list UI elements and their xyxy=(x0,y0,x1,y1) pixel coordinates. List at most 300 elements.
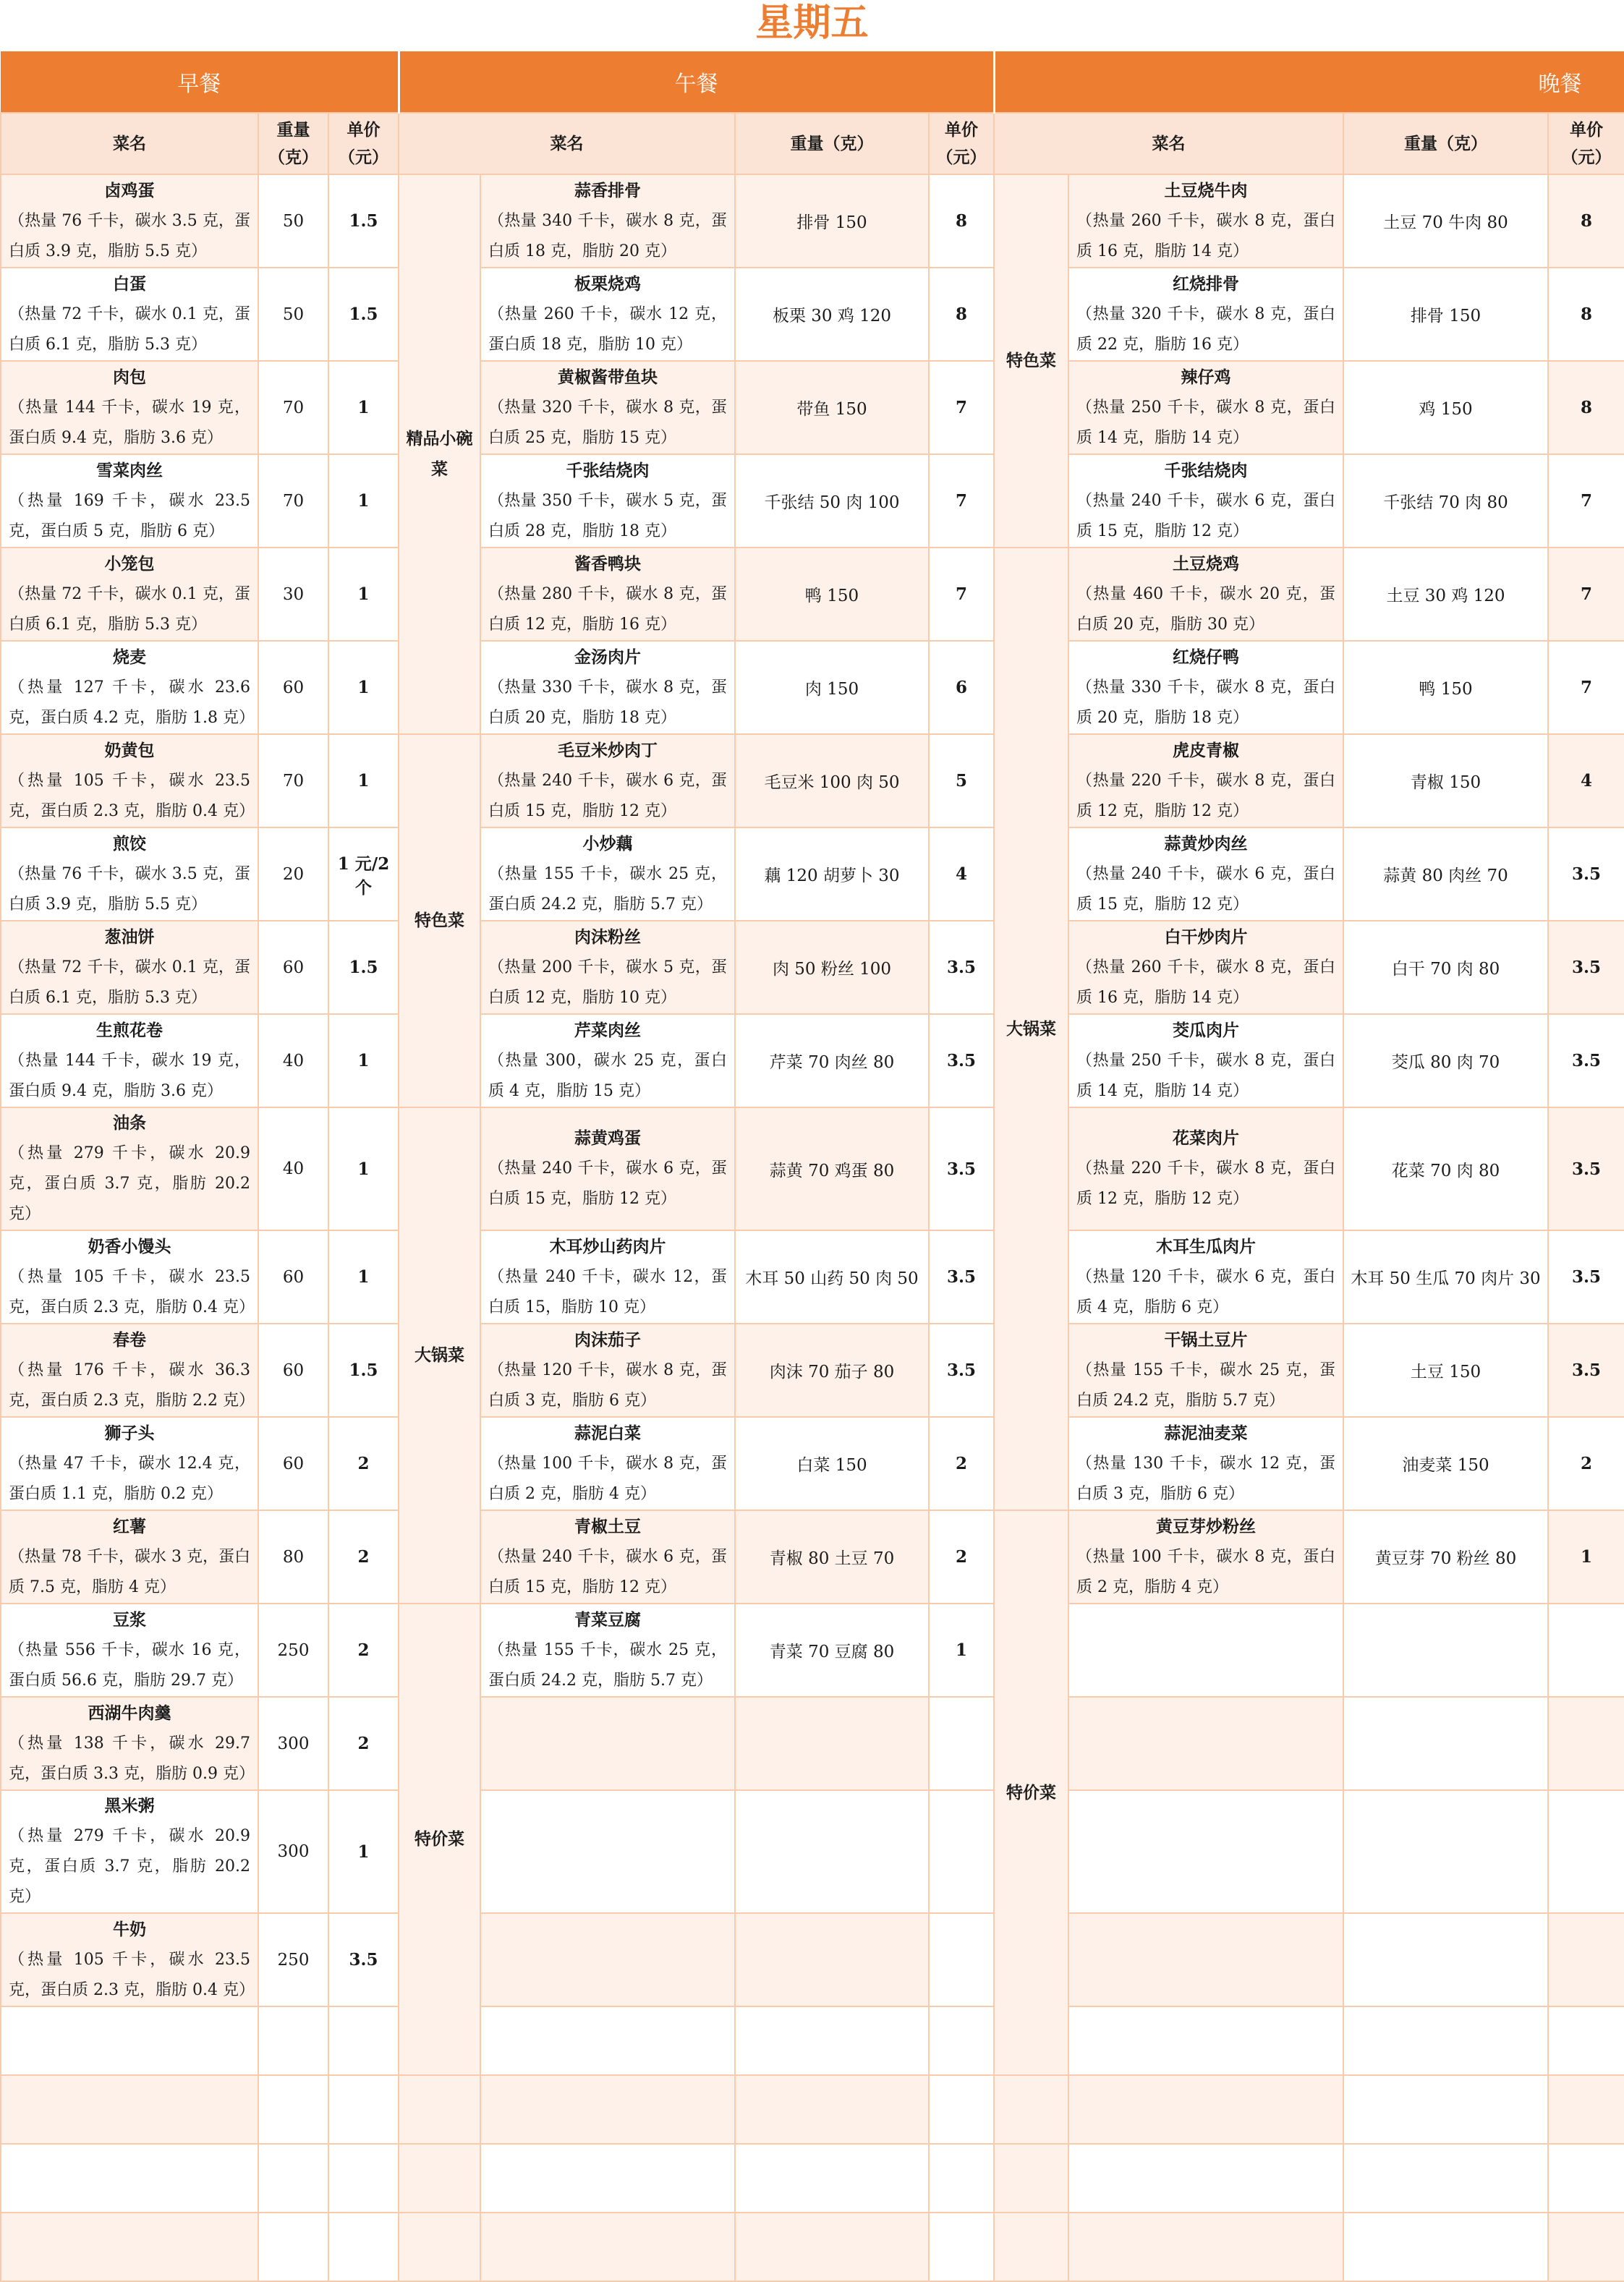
dish-nutrition: （热量 320 千卡，碳水 8 克，蛋白质 25 克，脂肪 15 克） xyxy=(488,398,727,447)
breakfast-dish-cell xyxy=(1,1107,258,1230)
dinner-dish-cell xyxy=(1068,1913,1343,2006)
dinner-weight-cell: 鸭 150 xyxy=(1343,641,1548,734)
dinner-category xyxy=(994,2075,1068,2144)
table-row xyxy=(1,921,1624,1014)
breakfast-price-cell: 2 xyxy=(328,1697,399,1790)
dish-name: 干锅土豆片 xyxy=(1164,1329,1248,1350)
dish-nutrition: （热量 279 千卡，碳水 20.9 克，蛋白质 3.7 克，脂肪 20.2 克） xyxy=(9,1144,250,1223)
dish-name: 花菜肉片 xyxy=(1173,1128,1239,1148)
lunch-price-cell: 3.5 xyxy=(929,921,994,1014)
lunch-dish-cell xyxy=(480,268,735,361)
dinner-price-cell xyxy=(1548,1697,1624,1790)
breakfast-header: 早餐 xyxy=(1,51,399,113)
lunch-weight-cell: 藕 120 胡萝卜 30 xyxy=(735,827,929,921)
breakfast-dish-cell xyxy=(1,1790,258,1913)
dish-nutrition: （热量 260 千卡，碳水 8 克，蛋白质 16 克，脂肪 14 克） xyxy=(1076,211,1335,260)
dinner-dish-cell xyxy=(1068,2213,1343,2281)
lunch-weight-cell: 青菜 70 豆腐 80 xyxy=(735,1604,929,1697)
dinner-price-cell: 3.5 xyxy=(1548,827,1624,921)
dish-nutrition: （热量 240 千卡，碳水 6 克，蛋白质 15 克，脂肪 12 克） xyxy=(488,771,727,820)
dish-nutrition: （热量 72 千卡，碳水 0.1 克，蛋白质 6.1 克，脂肪 5.3 克） xyxy=(9,584,250,634)
lunch-price-cell: 3.5 xyxy=(929,1324,994,1417)
dinner-weight-cell: 黄豆芽 70 粉丝 80 xyxy=(1343,1510,1548,1604)
dinner-weight-cell: 土豆 150 xyxy=(1343,1324,1548,1417)
lunch-weight-cell xyxy=(735,2144,929,2213)
page-title: 星期五 xyxy=(755,1,869,45)
dinner-category xyxy=(994,2213,1068,2281)
lunch-weight-cell: 肉沫 70 茄子 80 xyxy=(735,1324,929,1417)
lunch-dish-cell xyxy=(480,2213,735,2281)
breakfast-weight-cell: 250 xyxy=(258,1604,328,1697)
lunch-weight-cell: 千张结 50 肉 100 xyxy=(735,454,929,548)
lunch-price-cell: 7 xyxy=(929,548,994,641)
dinner-weight-cell xyxy=(1343,2006,1548,2075)
lunch-weight-cell xyxy=(735,1913,929,2006)
dish-nutrition: （热量 260 千卡，碳水 12 克，蛋白质 18 克，脂肪 10 克） xyxy=(488,305,727,354)
dinner-weight-cell: 鸡 150 xyxy=(1343,361,1548,454)
dinner-price-cell: 3.5 xyxy=(1548,1230,1624,1324)
dinner-dish-cell xyxy=(1068,2075,1343,2144)
dish-nutrition: （热量 138 千卡，碳水 29.7 克，蛋白质 3.3 克，脂肪 0.9 克） xyxy=(9,1734,255,1783)
breakfast-dish-cell xyxy=(1,2144,258,2213)
dish-nutrition: （热量 105 千卡，碳水 23.5 克，蛋白质 2.3 克，脂肪 0.4 克） xyxy=(9,1950,255,1999)
dish-nutrition: （热量 250 千卡，碳水 8 克，蛋白质 14 克，脂肪 14 克） xyxy=(1076,1051,1335,1100)
lunch-price-cell: 7 xyxy=(929,361,994,454)
breakfast-weight-cell: 250 xyxy=(258,1913,328,2006)
dinner-weight-cell xyxy=(1343,1697,1548,1790)
breakfast-weight-cell: 60 xyxy=(258,1324,328,1417)
dish-name: 肉沫茄子 xyxy=(574,1329,641,1350)
table-row xyxy=(1,1697,1624,1790)
lunch-dish-cell xyxy=(480,2006,735,2075)
lunch-dish-cell xyxy=(480,2075,735,2144)
dish-name: 千张结烧肉 xyxy=(566,460,650,480)
lunch-dish-cell xyxy=(480,548,735,641)
lunch-price-cell xyxy=(929,2006,994,2075)
dish-name: 蒜泥白菜 xyxy=(574,1423,641,1443)
lunch-weight-cell xyxy=(735,1790,929,1913)
dinner-dish-cell xyxy=(1068,1324,1343,1417)
lunch-dish-cell xyxy=(480,174,735,268)
breakfast-price-cell: 1 xyxy=(328,361,399,454)
dish-name: 木耳炒山药肉片 xyxy=(549,1236,666,1256)
lunch-weight-cell xyxy=(735,2213,929,2281)
breakfast-price-cell xyxy=(328,2213,399,2281)
breakfast-dish-cell xyxy=(1,1230,258,1324)
dinner-dish-cell xyxy=(1068,1697,1343,1790)
dish-nutrition: （热量 76 千卡，碳水 3.5 克，蛋白质 3.9 克，脂肪 5.5 克） xyxy=(9,864,250,914)
dish-nutrition: （热量 320 千卡，碳水 8 克，蛋白质 22 克，脂肪 16 克） xyxy=(1076,305,1335,354)
dish-name: 红烧排骨 xyxy=(1173,273,1239,294)
dinner-category xyxy=(994,2144,1068,2213)
dish-nutrition: （热量 240 千卡，碳水 12，蛋白质 15，脂肪 10 克） xyxy=(488,1267,727,1316)
table-row xyxy=(1,1417,1624,1510)
breakfast-price-cell: 1 xyxy=(328,454,399,548)
lunch-category: 精品小碗菜 xyxy=(399,174,480,734)
breakfast-weight-cell: 300 xyxy=(258,1790,328,1913)
lunch-price-cell: 3.5 xyxy=(929,1014,994,1107)
dish-nutrition: （热量 176 千卡，碳水 36.3 克，蛋白质 2.3 克，脂肪 2.2 克） xyxy=(9,1361,255,1410)
dinner-weight-cell xyxy=(1343,1790,1548,1913)
dish-name: 黄豆芽炒粉丝 xyxy=(1156,1516,1256,1536)
lunch-price-cell: 8 xyxy=(929,174,994,268)
dinner-price-cell: 3.5 xyxy=(1548,1014,1624,1107)
dish-name: 毛豆米炒肉丁 xyxy=(558,740,658,760)
lunch-price-cell: 4 xyxy=(929,827,994,921)
dinner-dish-cell xyxy=(1068,2144,1343,2213)
lunch-dish-cell xyxy=(480,1510,735,1604)
breakfast-weight-cell: 80 xyxy=(258,1510,328,1604)
breakfast-dish-cell xyxy=(1,361,258,454)
dish-nutrition: （热量 220 千卡，碳水 8 克，蛋白质 12 克，脂肪 12 克） xyxy=(1076,1159,1335,1208)
dish-name: 虎皮青椒 xyxy=(1173,740,1239,760)
dinner-price-cell: 3.5 xyxy=(1548,1324,1624,1417)
dish-name: 土豆烧牛肉 xyxy=(1164,180,1248,200)
table-row xyxy=(1,1324,1624,1417)
lunch-price-cell: 2 xyxy=(929,1510,994,1604)
lunch-price-cell xyxy=(929,1790,994,1913)
dish-nutrition: （热量 200 千卡，碳水 5 克，蛋白质 12 克，脂肪 10 克） xyxy=(488,958,727,1007)
lunch-price-cell: 5 xyxy=(929,734,994,827)
breakfast-weight-cell xyxy=(258,2144,328,2213)
table-row xyxy=(1,734,1624,827)
dinner-weight-cell: 青椒 150 xyxy=(1343,734,1548,827)
table-row xyxy=(1,548,1624,641)
dish-name: 青菜豆腐 xyxy=(574,1609,641,1630)
dish-name: 红薯 xyxy=(113,1516,146,1536)
dinner-dish-cell xyxy=(1068,174,1343,268)
dish-name: 油条 xyxy=(113,1113,146,1133)
breakfast-price-cell: 1.5 xyxy=(328,268,399,361)
breakfast-price-cell xyxy=(328,2006,399,2075)
breakfast-weight-cell: 30 xyxy=(258,548,328,641)
lunch-price-cell: 3.5 xyxy=(929,1107,994,1230)
dish-nutrition: （热量 76 千卡，碳水 3.5 克，蛋白质 3.9 克，脂肪 5.5 克） xyxy=(9,211,250,260)
lunch-dish-cell xyxy=(480,1417,735,1510)
table-row xyxy=(1,1107,1624,1230)
dinner-category: 特色菜 xyxy=(994,174,1068,548)
breakfast-weight-cell: 60 xyxy=(258,1230,328,1324)
breakfast-price-cell: 1 xyxy=(328,734,399,827)
lunch-price-cell: 2 xyxy=(929,1417,994,1510)
dinner-price-cell xyxy=(1548,1913,1624,2006)
breakfast-dish-cell xyxy=(1,2213,258,2281)
table-row xyxy=(1,641,1624,734)
dish-nutrition: （热量 100 千卡，碳水 8 克，蛋白质 2 克，脂肪 4 克） xyxy=(488,1454,727,1503)
breakfast-weight-cell: 70 xyxy=(258,734,328,827)
table-row xyxy=(1,827,1624,921)
dish-name: 卤鸡蛋 xyxy=(104,180,155,200)
breakfast-price-cell: 2 xyxy=(328,1417,399,1510)
dish-nutrition: （热量 100 千卡，碳水 8 克，蛋白质 2 克，脂肪 4 克） xyxy=(1076,1547,1335,1596)
dish-name: 土豆烧鸡 xyxy=(1173,553,1239,574)
breakfast-weight-cell xyxy=(258,2075,328,2144)
dish-nutrition: （热量 127 千卡，碳水 23.6 克，蛋白质 4.2 克，脂肪 1.8 克） xyxy=(9,678,255,727)
dinner-price-cell xyxy=(1548,2006,1624,2075)
breakfast-dish-cell xyxy=(1,268,258,361)
dish-nutrition: （热量 169 千卡，碳水 23.5 克，蛋白质 5 克，脂肪 6 克） xyxy=(9,491,250,540)
dinner-weight-cell xyxy=(1343,2144,1548,2213)
breakfast-weight-cell: 50 xyxy=(258,268,328,361)
breakfast-price-cell: 2 xyxy=(328,1604,399,1697)
breakfast-dish-cell xyxy=(1,2006,258,2075)
dish-name: 生煎花卷 xyxy=(96,1020,163,1040)
dinner-price-cell xyxy=(1548,2144,1624,2213)
dish-nutrition: （热量 556 千卡，碳水 16 克，蛋白质 56.6 克，脂肪 29.7 克） xyxy=(9,1640,250,1690)
lunch-price-cell: 7 xyxy=(929,454,994,548)
table-row xyxy=(1,174,1624,268)
dish-name: 木耳生瓜肉片 xyxy=(1156,1236,1256,1256)
dish-nutrition: （热量 144 千卡，碳水 19 克，蛋白质 9.4 克，脂肪 3.6 克） xyxy=(9,1051,250,1100)
breakfast-dish-cell xyxy=(1,641,258,734)
dish-name: 豆浆 xyxy=(113,1609,146,1630)
table-row xyxy=(1,361,1624,454)
lunch-dish-cell xyxy=(480,921,735,1014)
breakfast-weight-cell xyxy=(258,2006,328,2075)
breakfast-price-cell: 1.5 xyxy=(328,174,399,268)
dish-name: 煎饺 xyxy=(113,833,146,853)
breakfast-dish-cell xyxy=(1,734,258,827)
breakfast-dish-cell xyxy=(1,1014,258,1107)
dinner-weight-cell: 土豆 70 牛肉 80 xyxy=(1343,174,1548,268)
dish-nutrition: （热量 250 千卡，碳水 8 克，蛋白质 14 克，脂肪 14 克） xyxy=(1076,398,1335,447)
dish-nutrition: （热量 330 千卡，碳水 8 克，蛋白质 20 克，脂肪 18 克） xyxy=(1076,678,1335,727)
breakfast-name-header: 菜名 xyxy=(1,113,258,174)
table-row xyxy=(1,1230,1624,1324)
dinner-weight-cell xyxy=(1343,1604,1548,1697)
lunch-price-cell: 8 xyxy=(929,268,994,361)
dinner-weight-header: 重量（克） xyxy=(1343,113,1548,174)
breakfast-price-cell: 1 xyxy=(328,1107,399,1230)
dinner-category: 特价菜 xyxy=(994,1510,1068,2075)
lunch-name-header: 菜名 xyxy=(399,113,735,174)
lunch-weight-cell: 白菜 150 xyxy=(735,1417,929,1510)
breakfast-price-cell xyxy=(328,2075,399,2144)
dinner-dish-cell xyxy=(1068,548,1343,641)
dinner-price-cell xyxy=(1548,2075,1624,2144)
dish-nutrition: （热量 78 千卡，碳水 3 克，蛋白质 7.5 克，脂肪 4 克） xyxy=(9,1547,250,1596)
breakfast-weight-cell: 60 xyxy=(258,921,328,1014)
dinner-dish-cell xyxy=(1068,268,1343,361)
breakfast-weight-cell: 50 xyxy=(258,174,328,268)
dinner-weight-cell: 花菜 70 肉 80 xyxy=(1343,1107,1548,1230)
lunch-weight-cell xyxy=(735,2006,929,2075)
lunch-price-cell: 3.5 xyxy=(929,1230,994,1324)
lunch-dish-cell xyxy=(480,1107,735,1230)
breakfast-price-cell: 3.5 xyxy=(328,1913,399,2006)
dish-nutrition: （热量 279 千卡，碳水 20.9 克，蛋白质 3.7 克，脂肪 20.2 克） xyxy=(9,1827,250,1906)
dish-name: 蒜黄炒肉丝 xyxy=(1164,833,1248,853)
breakfast-dish-cell xyxy=(1,1697,258,1790)
lunch-price-header: 单价 （元） xyxy=(929,113,994,174)
lunch-dish-cell xyxy=(480,1790,735,1913)
dinner-price-cell: 1 xyxy=(1548,1510,1624,1604)
lunch-dish-cell xyxy=(480,1697,735,1790)
breakfast-price-cell: 1 xyxy=(328,1230,399,1324)
dish-nutrition: （热量 350 千卡，碳水 5 克，蛋白质 28 克，脂肪 18 克） xyxy=(488,491,727,540)
dish-name: 烧麦 xyxy=(113,647,146,667)
dish-nutrition: （热量 155 千卡，碳水 25 克，蛋白质 24.2 克，脂肪 5.7 克） xyxy=(1076,1361,1335,1410)
dinner-dish-cell xyxy=(1068,641,1343,734)
lunch-weight-cell: 肉 150 xyxy=(735,641,929,734)
table-row xyxy=(1,1790,1624,1913)
lunch-weight-cell: 蒜黄 70 鸡蛋 80 xyxy=(735,1107,929,1230)
dish-name: 奶香小馒头 xyxy=(88,1236,171,1256)
dish-nutrition: （热量 240 千卡，碳水 6 克，蛋白质 15 克，脂肪 12 克） xyxy=(488,1159,727,1208)
lunch-price-cell: 6 xyxy=(929,641,994,734)
lunch-weight-cell xyxy=(735,2075,929,2144)
table-row xyxy=(1,2006,1624,2075)
dish-name: 牛奶 xyxy=(113,1919,146,1939)
dish-name: 蒜香排骨 xyxy=(574,180,641,200)
table-row xyxy=(1,454,1624,548)
dish-name: 春卷 xyxy=(113,1329,146,1350)
dish-name: 黑米粥 xyxy=(104,1796,155,1815)
dish-name: 西湖牛肉羹 xyxy=(88,1703,171,1723)
lunch-weight-cell: 鸭 150 xyxy=(735,548,929,641)
dish-nutrition: （热量 105 千卡，碳水 23.5 克，蛋白质 2.3 克，脂肪 0.4 克） xyxy=(9,771,255,820)
dinner-price-cell xyxy=(1548,1604,1624,1697)
dish-nutrition: （热量 260 千卡，碳水 8 克，蛋白质 16 克，脂肪 14 克） xyxy=(1076,958,1335,1007)
dish-nutrition: （热量 240 千卡，碳水 6 克，蛋白质 15 克，脂肪 12 克） xyxy=(1076,491,1335,540)
dish-name: 红烧仔鸭 xyxy=(1173,647,1239,667)
dish-nutrition: （热量 300，碳水 25 克，蛋白质 4 克，脂肪 15 克） xyxy=(488,1051,727,1100)
breakfast-weight-cell xyxy=(258,2213,328,2281)
dinner-price-cell: 8 xyxy=(1548,361,1624,454)
lunch-weight-cell: 带鱼 150 xyxy=(735,361,929,454)
dish-name: 肉包 xyxy=(113,367,146,387)
lunch-price-cell xyxy=(929,2144,994,2213)
dinner-price-cell xyxy=(1548,1790,1624,1913)
breakfast-price-header: 单价 （元） xyxy=(328,113,399,174)
table-row xyxy=(1,2144,1624,2213)
lunch-category: 特价菜 xyxy=(399,1604,480,2075)
lunch-price-cell: 1 xyxy=(929,1604,994,1697)
breakfast-weight-cell: 40 xyxy=(258,1014,328,1107)
lunch-category xyxy=(399,2144,480,2213)
dish-nutrition: （热量 460 千卡，碳水 20 克，蛋白质 20 克，脂肪 30 克） xyxy=(1076,584,1335,634)
table-row xyxy=(1,1510,1624,1604)
dish-nutrition: （热量 120 千卡，碳水 6 克，蛋白质 4 克，脂肪 6 克） xyxy=(1076,1267,1335,1316)
dish-name: 雪菜肉丝 xyxy=(96,460,163,480)
lunch-dish-cell xyxy=(480,827,735,921)
breakfast-price-cell: 1 xyxy=(328,1790,399,1913)
dish-name: 奶黄包 xyxy=(104,740,155,760)
dinner-dish-cell xyxy=(1068,1790,1343,1913)
dish-name: 芹菜肉丝 xyxy=(574,1020,641,1040)
lunch-weight-header: 重量（克） xyxy=(735,113,929,174)
dinner-name-header: 菜名 xyxy=(994,113,1343,174)
dinner-weight-cell: 茭瓜 80 肉 70 xyxy=(1343,1014,1548,1107)
dish-name: 狮子头 xyxy=(104,1423,155,1443)
lunch-price-cell xyxy=(929,1913,994,2006)
dinner-weight-cell: 木耳 50 生瓜 70 肉片 30 xyxy=(1343,1230,1548,1324)
dish-nutrition: （热量 120 千卡，碳水 8 克，蛋白质 3 克，脂肪 6 克） xyxy=(488,1361,727,1410)
dinner-dish-cell xyxy=(1068,1014,1343,1107)
breakfast-price-cell: 1 元/2 个 xyxy=(328,827,399,921)
dinner-category: 大锅菜 xyxy=(994,548,1068,1510)
dish-nutrition: （热量 105 千卡，碳水 23.5 克，蛋白质 2.3 克，脂肪 0.4 克） xyxy=(9,1267,255,1316)
dish-name: 金汤肉片 xyxy=(574,647,641,667)
breakfast-dish-cell xyxy=(1,454,258,548)
dish-name: 酱香鸭块 xyxy=(574,553,641,574)
lunch-weight-cell: 青椒 80 土豆 70 xyxy=(735,1510,929,1604)
lunch-weight-cell xyxy=(735,1697,929,1790)
dinner-weight-cell: 白干 70 肉 80 xyxy=(1343,921,1548,1014)
breakfast-price-cell: 1 xyxy=(328,641,399,734)
lunch-weight-cell: 木耳 50 山药 50 肉 50 xyxy=(735,1230,929,1324)
lunch-price-cell xyxy=(929,2213,994,2281)
breakfast-price-cell: 1.5 xyxy=(328,1324,399,1417)
dinner-price-header: 单价 （元） xyxy=(1548,113,1624,174)
lunch-weight-cell: 板栗 30 鸡 120 xyxy=(735,268,929,361)
dish-nutrition: （热量 144 千卡，碳水 19 克，蛋白质 9.4 克，脂肪 3.6 克） xyxy=(9,398,250,447)
dinner-price-cell: 8 xyxy=(1548,268,1624,361)
dish-nutrition: （热量 155 千卡，碳水 25 克，蛋白质 24.2 克，脂肪 5.7 克） xyxy=(488,1640,727,1690)
dish-nutrition: （热量 220 千卡，碳水 8 克，蛋白质 12 克，脂肪 12 克） xyxy=(1076,771,1335,820)
breakfast-price-cell: 1 xyxy=(328,548,399,641)
breakfast-weight-cell: 60 xyxy=(258,1417,328,1510)
lunch-dish-cell xyxy=(480,1913,735,2006)
lunch-dish-cell xyxy=(480,454,735,548)
dish-name: 板栗烧鸡 xyxy=(574,273,641,294)
dinner-dish-cell xyxy=(1068,454,1343,548)
dinner-header: 晚餐 xyxy=(994,51,1624,113)
dish-nutrition: （热量 240 千卡，碳水 6 克，蛋白质 15 克，脂肪 12 克） xyxy=(1076,864,1335,914)
dinner-price-cell: 7 xyxy=(1548,548,1624,641)
breakfast-dish-cell xyxy=(1,2075,258,2144)
dinner-price-cell: 3.5 xyxy=(1548,1107,1624,1230)
breakfast-weight-cell: 20 xyxy=(258,827,328,921)
dinner-dish-cell xyxy=(1068,734,1343,827)
dish-name: 小笼包 xyxy=(104,553,155,574)
dish-name: 葱油饼 xyxy=(104,927,155,947)
dinner-dish-cell xyxy=(1068,361,1343,454)
table-row xyxy=(1,1913,1624,2006)
table-row xyxy=(1,2213,1624,2281)
lunch-header: 午餐 xyxy=(399,51,994,113)
lunch-dish-cell xyxy=(480,1014,735,1107)
menu-table xyxy=(0,51,1624,2282)
dish-nutrition: （热量 330 千卡，碳水 8 克，蛋白质 20 克，脂肪 18 克） xyxy=(488,678,727,727)
lunch-dish-cell xyxy=(480,1604,735,1697)
lunch-weight-cell: 排骨 150 xyxy=(735,174,929,268)
dinner-weight-cell: 排骨 150 xyxy=(1343,268,1548,361)
lunch-dish-cell xyxy=(480,641,735,734)
lunch-price-cell xyxy=(929,2075,994,2144)
breakfast-price-cell xyxy=(328,2144,399,2213)
dish-name: 白干炒肉片 xyxy=(1164,927,1248,947)
menu-body xyxy=(1,174,1624,2281)
dinner-weight-cell: 油麦菜 150 xyxy=(1343,1417,1548,1510)
lunch-price-cell xyxy=(929,1697,994,1790)
breakfast-dish-cell xyxy=(1,827,258,921)
dinner-price-cell: 8 xyxy=(1548,174,1624,268)
dish-nutrition: （热量 72 千卡，碳水 0.1 克，蛋白质 6.1 克，脂肪 5.3 克） xyxy=(9,305,250,354)
breakfast-weight-cell: 40 xyxy=(258,1107,328,1230)
dinner-weight-cell xyxy=(1343,2075,1548,2144)
dish-name: 白蛋 xyxy=(113,273,146,294)
breakfast-weight-cell: 70 xyxy=(258,361,328,454)
breakfast-dish-cell xyxy=(1,1913,258,2006)
dish-name: 肉沫粉丝 xyxy=(574,927,641,947)
lunch-category: 大锅菜 xyxy=(399,1107,480,1604)
dinner-price-cell: 7 xyxy=(1548,641,1624,734)
dinner-dish-cell xyxy=(1068,2006,1343,2075)
dish-name: 蒜泥油麦菜 xyxy=(1164,1423,1248,1443)
breakfast-price-cell: 1 xyxy=(328,1014,399,1107)
dish-nutrition: （热量 130 千卡，碳水 12 克，蛋白质 3 克，脂肪 6 克） xyxy=(1076,1454,1335,1503)
